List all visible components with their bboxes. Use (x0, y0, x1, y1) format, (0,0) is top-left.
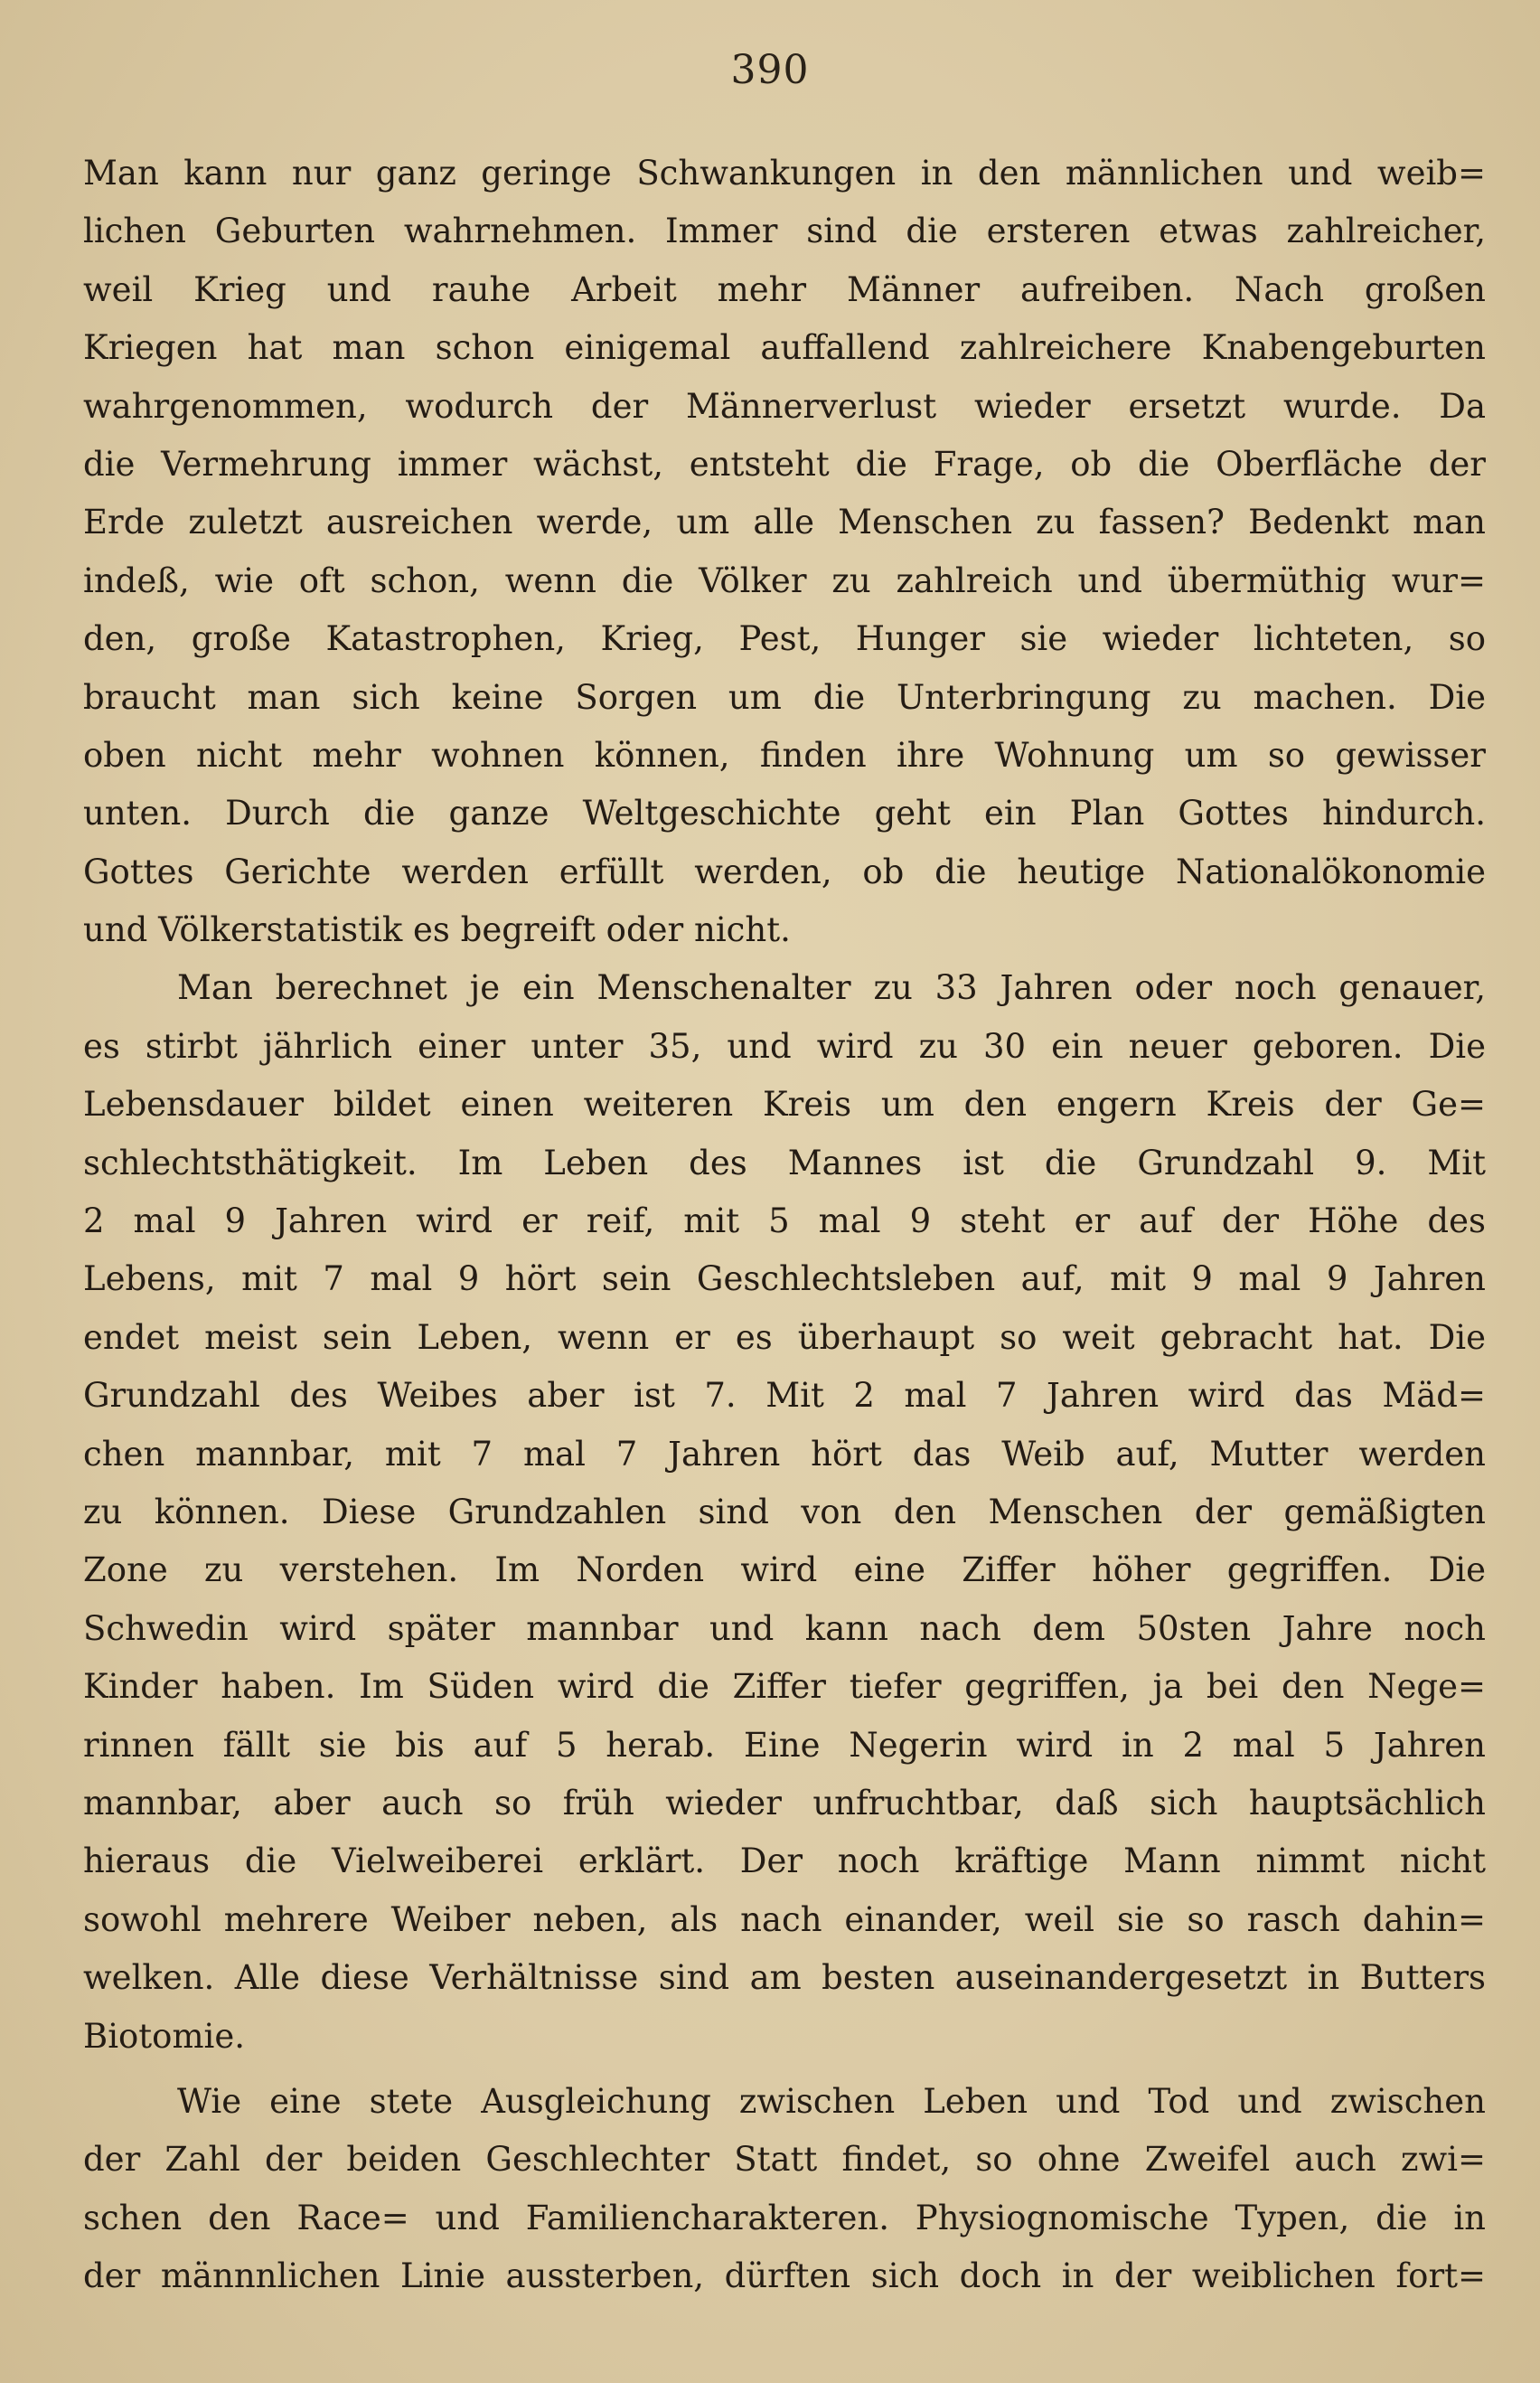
text-line: die Vermehrung immer wächst, entsteht die Frage, ob die Oberfläche der (83, 444, 1486, 484)
text-line: Lebens, mit 7 mal 9 hört sein Geschlechtsleben auf, mit 9 mal 9 Jahren (83, 1259, 1486, 1299)
text-line: es stirbt jährlich einer unter 35, und wird zu 30 ein neuer geboren. Die (83, 1026, 1486, 1066)
text-line: sowohl mehrere Weiber neben, als nach einander, weil sie so rasch dahin= (83, 1899, 1486, 1939)
text-line: der Zahl der beiden Geschlechter Statt findet, so ohne Zweifel auch zwi= (83, 2140, 1486, 2180)
text-line: zu können. Diese Grundzahlen sind von den Menschen der gemäßigten (83, 1492, 1486, 1531)
text-line: oben nicht mehr wohnen können, finden ihre Wohnung um so gewisser (83, 735, 1486, 775)
body-text (83, 145, 1486, 2305)
text-line: Zone zu verstehen. Im Norden wird eine Ziffer höher gegriffen. Die (83, 1550, 1486, 1590)
text-line: Lebensdauer bildet einen weiteren Kreis um den engern Kreis der Ge= (83, 1085, 1486, 1125)
text-line: rinnen fällt sie bis auf 5 herab. Eine Negerin wird in 2 mal 5 Jahren (83, 1725, 1486, 1765)
text-line: chen mannbar, mit 7 mal 7 Jahren hört das Weib auf, Mutter werden (83, 1434, 1486, 1474)
text-line: weil Krieg und rauhe Arbeit mehr Männer aufreiben. Nach großen (83, 269, 1486, 309)
text-line: lichen Geburten wahrnehmen. Immer sind die ersteren etwas zahlreicher, (83, 212, 1486, 251)
text-line: Kriegen hat man schon einigemal auffallend zahlreichere Knabengeburten (83, 328, 1486, 368)
text-line: hieraus die Vielweiberei erklärt. Der noch kräftige Mann nimmt nicht (83, 1841, 1486, 1881)
text-line: braucht man sich keine Sorgen um die Unterbringung zu machen. Die (83, 677, 1486, 717)
text-line: Wie eine stete Ausgleichung zwischen Leben und Tod und zwischen (177, 2081, 1486, 2121)
text-line: und Völkerstatistik es begreift oder nicht. (83, 910, 791, 950)
text-line: welken. Alle diese Verhältnisse sind am besten auseinandergesetzt in Butters (83, 1958, 1486, 1998)
text-line: unten. Durch die ganze Weltgeschichte geht ein Plan Gottes hindurch. (83, 794, 1486, 834)
text-line: Man berechnet je ein Menschenalter zu 33 Jahren oder noch genauer, (177, 968, 1486, 1008)
text-line: endet meist sein Leben, wenn er es überhaupt so weit gebracht hat. Die (83, 1317, 1486, 1357)
text-line: schen den Race= und Familiencharakteren. Physiognomische Typen, die in (83, 2198, 1486, 2237)
text-line: Grundzahl des Weibes aber ist 7. Mit 2 mal 7 Jahren wird das Mäd= (83, 1376, 1486, 1416)
text-line: Kinder haben. Im Süden wird die Ziffer tiefer gegriffen, ja bei den Nege= (83, 1667, 1486, 1707)
text-line: Gottes Gerichte werden erfüllt werden, ob die heutige Nationalökonomie (83, 852, 1486, 891)
text-line: der männnlichen Linie aussterben, dürften sich doch in der weiblichen fort= (83, 2256, 1486, 2296)
text-line: den, große Katastrophen, Krieg, Pest, Hunger sie wieder lichteten, so (83, 619, 1486, 659)
text-line: 2 mal 9 Jahren wird er reif, mit 5 mal 9 steht er auf der Höhe des (83, 1201, 1486, 1241)
text-line: Schwedin wird später mannbar und kann nach dem 50sten Jahre noch (83, 1608, 1486, 1648)
text-line: Man kann nur ganz geringe Schwankungen in den männlichen und weib= (83, 154, 1486, 193)
text-line: schlechtsthätigkeit. Im Leben des Mannes ist die Grundzahl 9. Mit (83, 1143, 1486, 1182)
page-number: 390 (730, 47, 810, 93)
text-line: Biotomie. (83, 2016, 246, 2056)
text-line: indeß, wie oft schon, wenn die Völker zu zahlreich und übermüthig wur= (83, 560, 1486, 600)
text-line: mannbar, aber auch so früh wieder unfruchtbar, daß sich hauptsächlich (83, 1783, 1486, 1823)
text-line: Erde zuletzt ausreichen werde, um alle Menschen zu fassen? Bedenkt man (83, 503, 1486, 542)
text-line: wahrgenommen, wodurch der Männerverlust wieder ersetzt wurde. Da (83, 386, 1486, 426)
